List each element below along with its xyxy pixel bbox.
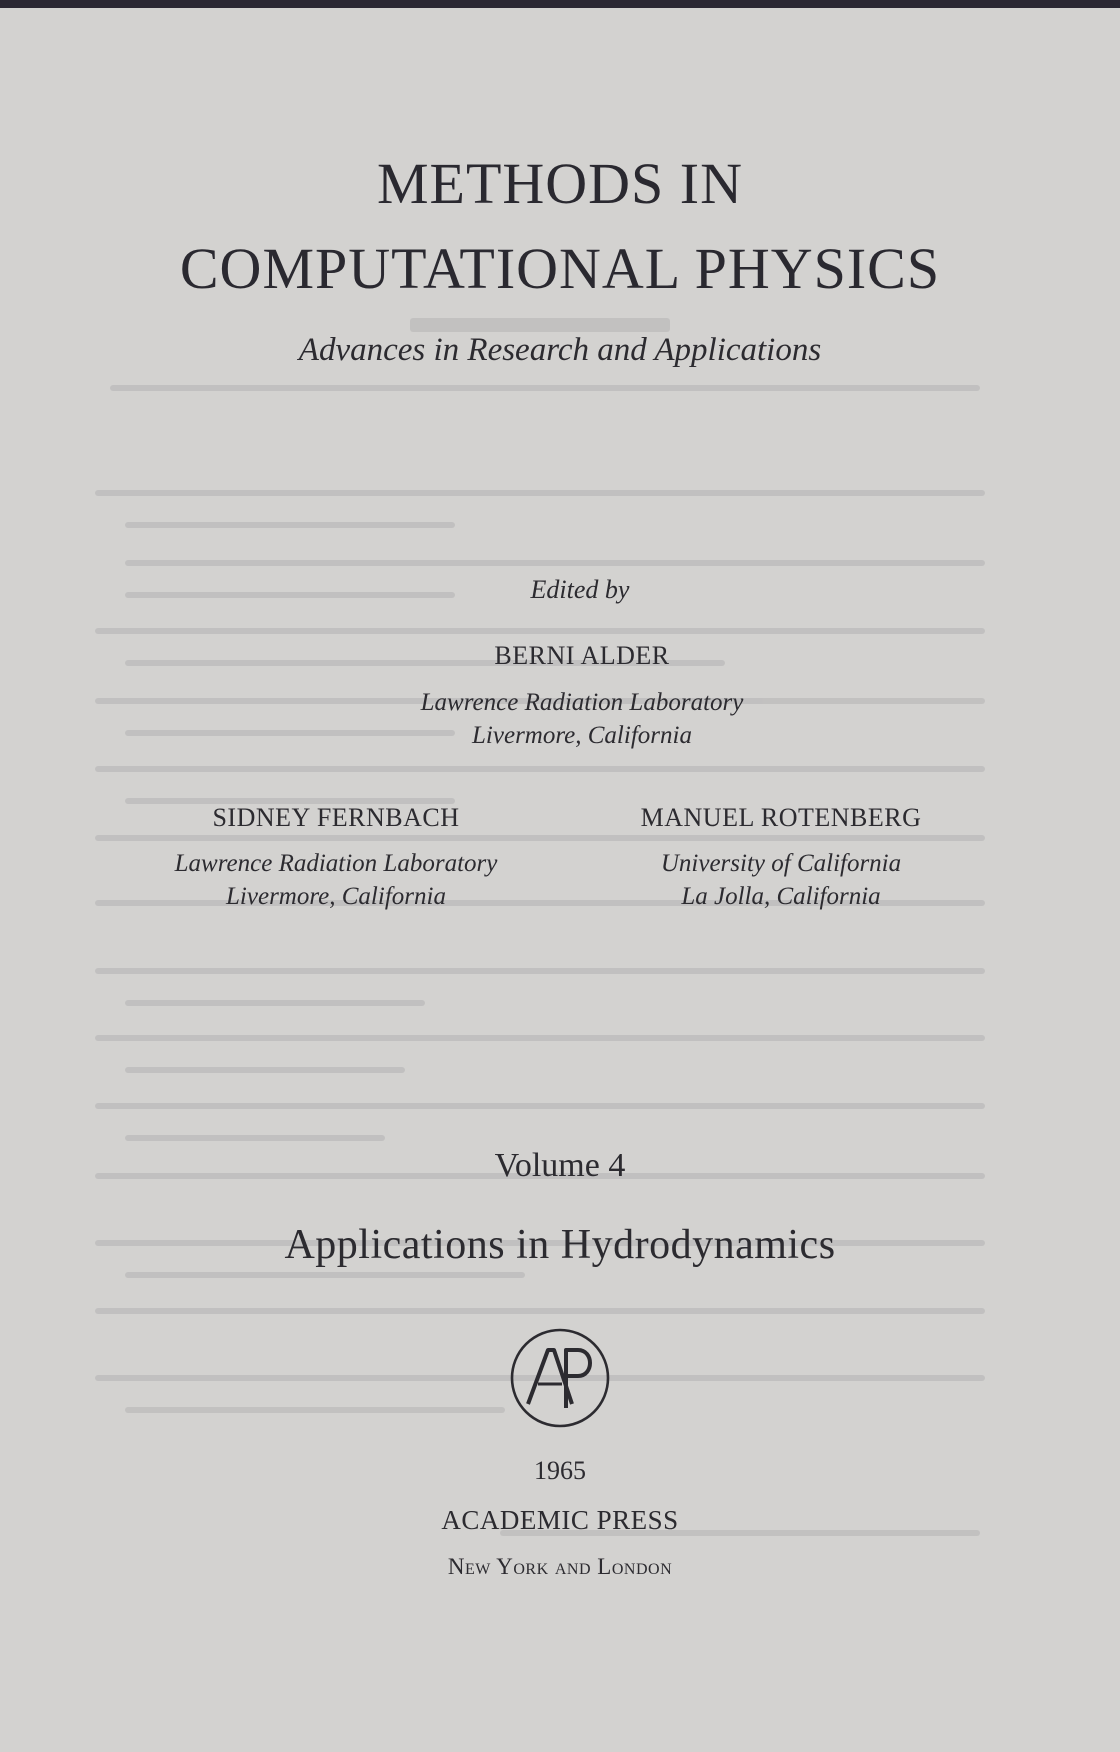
editor-affiliation-rotenberg-line-1: University of California bbox=[660, 850, 902, 877]
editor-affiliation-fernbach-line-2: Livermore, California bbox=[226, 883, 446, 910]
book-title-line-1: METHODS IN bbox=[376, 151, 744, 216]
publication-year: 1965 bbox=[534, 1456, 586, 1485]
volume-number: Volume 4 bbox=[494, 1147, 626, 1184]
editor-name-rotenberg: MANUEL ROTENBERG bbox=[640, 803, 922, 832]
publisher-name: ACADEMIC PRESS bbox=[441, 1505, 679, 1535]
page-top-edge bbox=[0, 0, 1120, 8]
ap-monogram-icon bbox=[508, 1326, 612, 1430]
editor-affiliation-alder-line-1: Lawrence Radiation Laboratory bbox=[420, 689, 744, 716]
edited-by-label: Edited by bbox=[530, 575, 630, 604]
publisher-place: New York and London bbox=[447, 1554, 673, 1579]
editor-name-fernbach: SIDNEY FERNBACH bbox=[212, 803, 460, 832]
editor-affiliation-fernbach-line-1: Lawrence Radiation Laboratory bbox=[174, 850, 498, 877]
book-subtitle: Advances in Research and Applications bbox=[298, 332, 822, 368]
editor-affiliation-rotenberg-line-2: La Jolla, California bbox=[681, 883, 881, 910]
editor-affiliation-alder-line-2: Livermore, California bbox=[472, 722, 692, 749]
book-title-line-2: COMPUTATIONAL PHYSICS bbox=[179, 236, 941, 301]
editor-name-alder: BERNI ALDER bbox=[494, 641, 670, 670]
volume-title: Applications in Hydrodynamics bbox=[284, 1222, 836, 1268]
